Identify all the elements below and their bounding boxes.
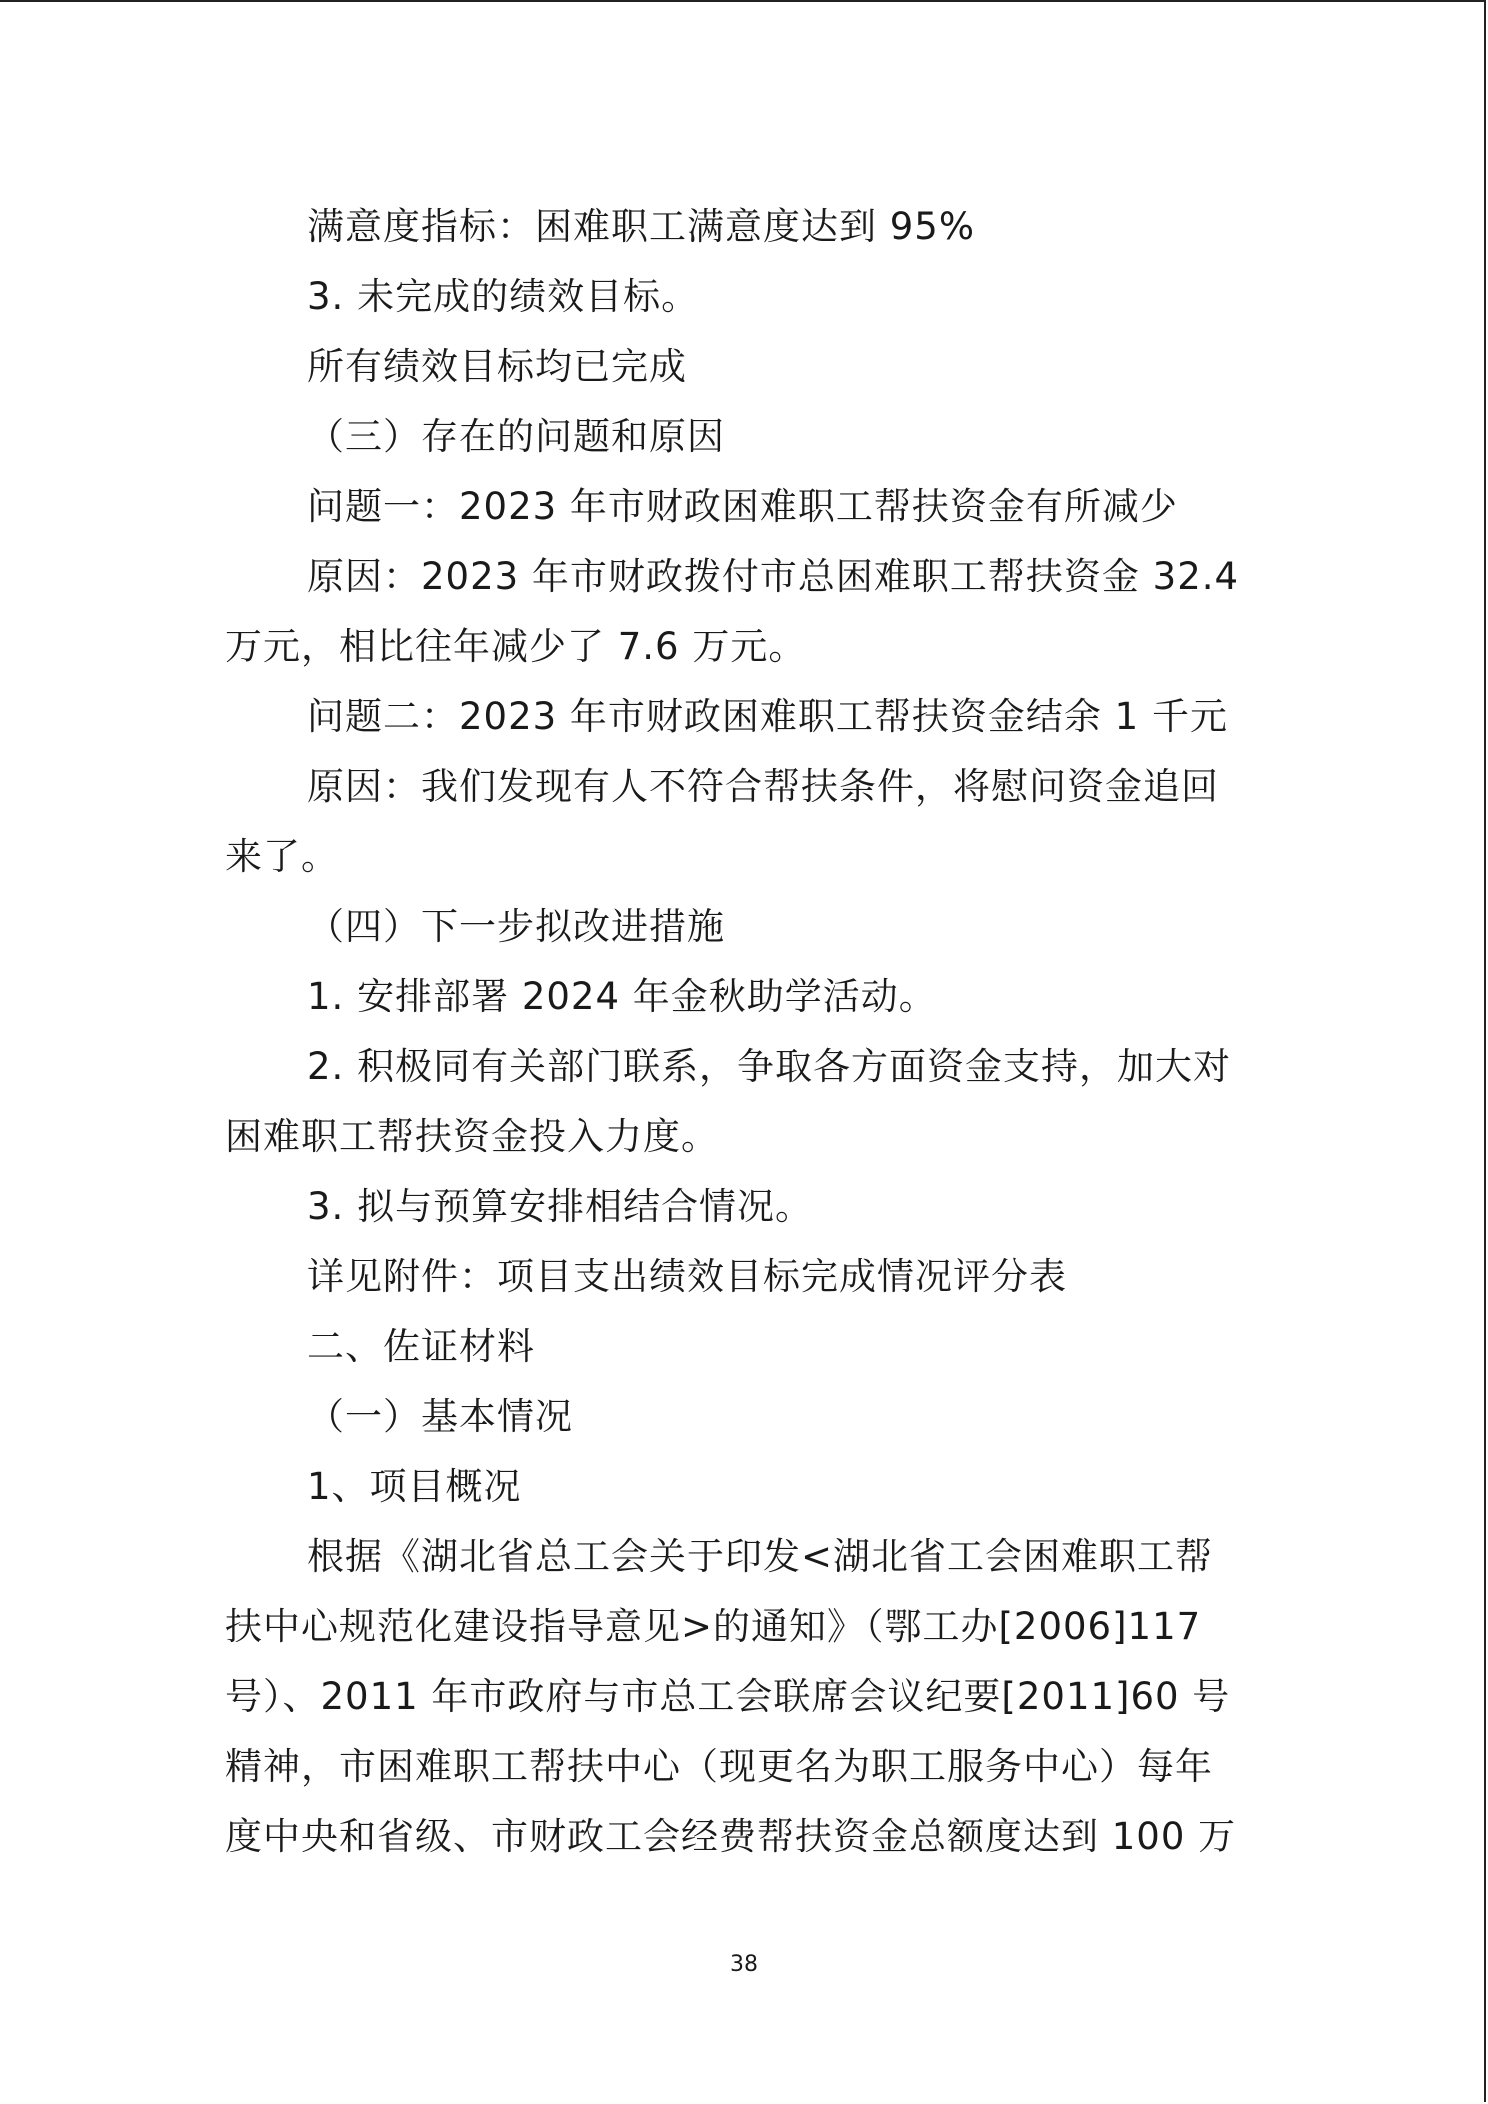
- paragraph-line: 号）、2011 年市政府与市总工会联席会议纪要[2011]60 号: [225, 1675, 1231, 1718]
- paragraph-line: 困难职工帮扶资金投入力度。: [225, 1115, 719, 1158]
- document-body: [225, 192, 1265, 1872]
- paragraph-line: 1. 安排部署 2024 年金秋助学活动。: [307, 975, 937, 1018]
- paragraph-line: 3. 未完成的绩效目标。: [307, 275, 700, 318]
- paragraph-line: 来了。: [225, 835, 339, 878]
- paragraph-line: 万元，相比往年减少了 7.6 万元。: [225, 625, 807, 668]
- paragraph-line: 扶中心规范化建设指导意见>的通知》（鄂工办[2006]117: [225, 1605, 1202, 1648]
- paragraph-line: 所有绩效目标均已完成: [307, 345, 687, 388]
- paragraph-line: 满意度指标：困难职工满意度达到 95%: [307, 205, 975, 248]
- paragraph-line: 精神，市困难职工帮扶中心（现更名为职工服务中心）每年: [225, 1745, 1213, 1788]
- paragraph-line: 3. 拟与预算安排相结合情况。: [307, 1185, 814, 1228]
- section-heading: （三）存在的问题和原因: [307, 415, 725, 458]
- section-heading: 1、项目概况: [307, 1465, 522, 1508]
- paragraph-line: 原因：我们发现有人不符合帮扶条件，将慰问资金追回: [307, 765, 1219, 808]
- paragraph-line: 问题一：2023 年市财政困难职工帮扶资金有所减少: [307, 485, 1178, 528]
- section-heading: （一）基本情况: [307, 1395, 573, 1438]
- paragraph-line: 2. 积极同有关部门联系，争取各方面资金支持，加大对: [307, 1045, 1232, 1088]
- paragraph-line: 问题二：2023 年市财政困难职工帮扶资金结余 1 千元: [307, 695, 1228, 738]
- paragraph-line: 详见附件：项目支出绩效目标完成情况评分表: [307, 1255, 1067, 1298]
- section-heading: （四）下一步拟改进措施: [307, 905, 725, 948]
- paragraph-line: 度中央和省级、市财政工会经费帮扶资金总额度达到 100 万: [225, 1815, 1237, 1858]
- paragraph-line: 原因：2023 年市财政拨付市总困难职工帮扶资金 32.4: [307, 555, 1240, 598]
- page-number: 38: [730, 1952, 758, 1977]
- paragraph-line: 根据《湖北省总工会关于印发<湖北省工会困难职工帮: [307, 1535, 1214, 1578]
- section-heading: 二、佐证材料: [307, 1325, 535, 1368]
